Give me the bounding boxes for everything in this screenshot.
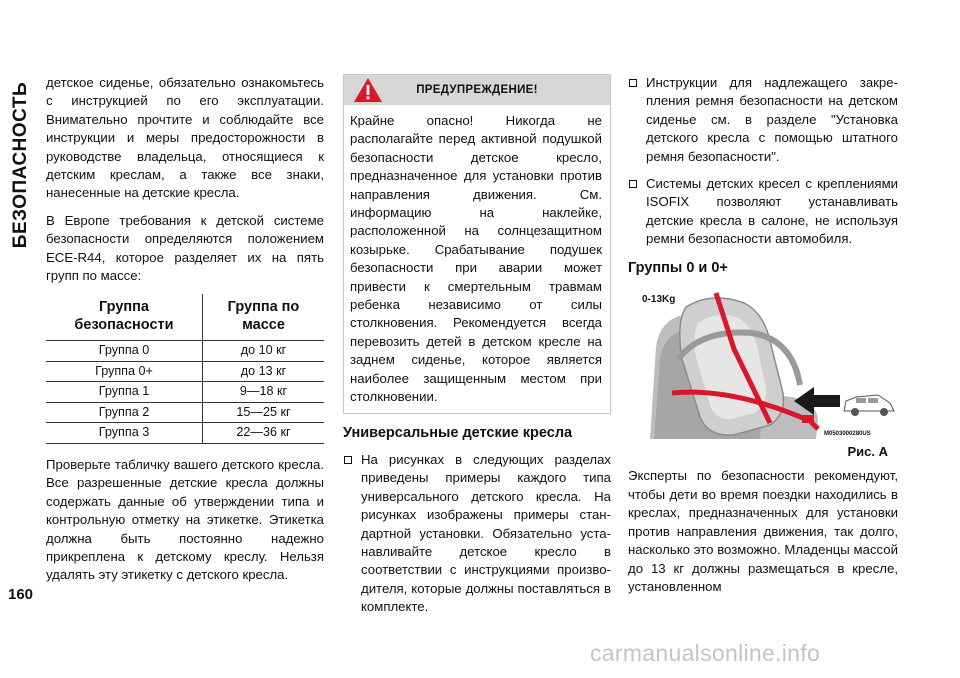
table-cell: 15—25 кг xyxy=(202,402,324,423)
warning-header xyxy=(344,75,610,105)
table-cell: Группа 0 xyxy=(46,341,202,362)
table-row xyxy=(46,341,324,362)
list-item-text: Системы детских кресел с креплениями ISOFIX позволяют устанавливать детские кресла в салоне, не используя ремни безопасности автомобиля. xyxy=(646,176,898,247)
column-middle xyxy=(343,74,611,626)
bullet-square-icon xyxy=(629,79,637,87)
watermark: carmanualsonline.info xyxy=(590,640,821,666)
table-cell: 9—18 кг xyxy=(202,382,324,403)
weight-groups-table xyxy=(46,294,324,444)
warning-box xyxy=(343,74,611,414)
table-cell: до 10 кг xyxy=(202,341,324,362)
label-paragraph: Проверьте табличку вашего детского кресла. Все разрешенные детские кресла должны содержать данные об утверждении типа и контрольную отметку на этикетке. Этикетка должна быть постоянно надежно прикреплена к детскому креслу. Нельзя удалять эту этикетку с детского кресла. xyxy=(46,456,324,583)
table-row xyxy=(46,382,324,403)
column-left xyxy=(46,74,324,594)
ece-paragraph: В Европе требования к детской системе безопасности определяются положением ECE-R44, которое разделяет их на пять групп по массе: xyxy=(46,212,324,284)
list-item-text: Инструкции для надлежащего закрепления ремня безопасности на детском сиденье см. в разделе "Установка детского кресла с помощью штатного ремня безопасности". xyxy=(646,75,898,164)
page-number: 160 xyxy=(8,586,34,603)
table-header-mass: Группа по массе xyxy=(202,294,324,341)
table-row xyxy=(46,402,324,423)
experts-paragraph: Эксперты по безопасности рекомендуют, чтобы дети во время поездки находились в креслах, предназначенных для установки против направления движения, так долго, насколько это возможно. Младенцы массой до 13 кг должны размещаться в кресле, установленном xyxy=(628,468,898,594)
list-item-text: На рисунках в следующих разделах приведены примеры каждого типа универсального детского кресла. На рисунках изображены примеры стандартной установки. Обязательно устанавливайте детское кресло в соответствии с инструкциями производителя, которые должны поставляться в комплекте. xyxy=(361,451,611,615)
universal-seats-heading: Универсальные детские кресла xyxy=(343,424,573,441)
table-header-row xyxy=(46,294,324,341)
column-right xyxy=(628,74,898,605)
section-title: БЕЗОПАСНОСТЬ xyxy=(10,81,31,249)
list-item xyxy=(628,175,898,249)
table-row xyxy=(46,423,324,444)
intro-paragraph: детское сиденье, обязательно ознакомьтесь с инструкцией по его эксплуатации. Внимательно прочтите и соблюдайте все инструкции и меры предосторожности в руководстве владельца, относящиеся к детским креслам, а также все знаки, нанесенные на детские кресла. xyxy=(46,75,324,201)
warning-text: Крайне опасно! Никогда не располагайте перед активной подушкой безопасности детское кресло, предназначенное для установки против направления движения. См. информацию на наклейке, расположенной на солнцезащитном козырьке. Срабатывание подушек безопасности при аварии может привести к смертельным травмам ребенка независимо от силы столкновения. Рекомендуется всегда перевозить детей в детском кресле на заднем сиденье, которое является наиболее защищенным местом при столкновении. xyxy=(350,113,602,405)
warning-title: ПРЕДУПРЕЖДЕНИЕ! xyxy=(416,83,538,96)
list-item xyxy=(343,451,611,617)
table-row xyxy=(46,361,324,382)
list-item xyxy=(628,74,898,166)
table-cell: 22—36 кг xyxy=(202,423,324,444)
table-cell: до 13 кг xyxy=(202,361,324,382)
table-cell: Группа 0+ xyxy=(46,361,202,382)
rear-facing-seat-illustration xyxy=(642,289,898,439)
table-cell: Группа 1 xyxy=(46,382,202,403)
figure-code: M0503000280US xyxy=(824,431,871,438)
figure-caption: Рис. A xyxy=(847,444,888,460)
groups-heading: Группы 0 и 0+ xyxy=(628,259,728,276)
table-cell: Группа 2 xyxy=(46,402,202,423)
section-title-vertical xyxy=(6,60,36,270)
table-cell: Группа 3 xyxy=(46,423,202,444)
figure-child-seat xyxy=(642,289,898,439)
figure-weight-label: 0-13Kg xyxy=(642,294,676,306)
table-header-group: Группа безопасности xyxy=(46,294,202,341)
bullet-square-icon xyxy=(629,180,637,188)
bullet-square-icon xyxy=(344,456,352,464)
